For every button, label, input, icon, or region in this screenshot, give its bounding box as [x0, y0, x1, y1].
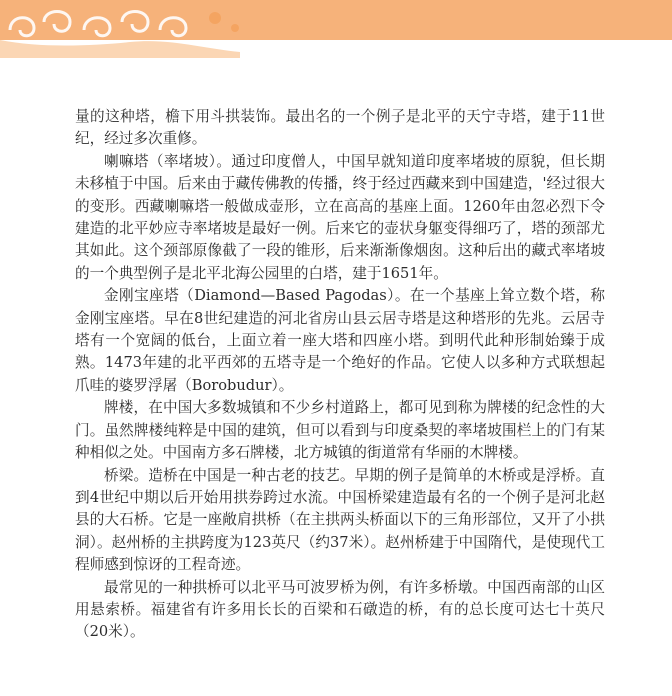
text-line: 臻于成熟。1473年建的北平西郊的五塔寺是一个绝好的作品。它使人以多种方: [75, 332, 605, 372]
text-line: 上的门有某种相似之处。中国南方多石牌楼，北方城镇的街道常有华丽的木: [75, 421, 605, 462]
ornament-band: [0, 0, 672, 40]
paragraph: [75, 106, 605, 151]
body-text: [75, 106, 605, 644]
text-line: 长期未移植于中国。后来由于藏传佛教的传播，终于经过西藏来到中国建造，: [75, 152, 605, 193]
cloud-pattern-icon: [0, 0, 672, 58]
text-line: 种后出的藏式率堵坡的一个典型例子是北平北海公园里的白塔，建于1651年。: [75, 242, 605, 282]
text-line: 的大门。虽然牌楼纯粹是中国的建筑，但可以看到与印度桑契的率堵坡围栏: [75, 399, 605, 439]
text-line: 忽必烈下令建造的北平妙应寺率堵坡是最好一例。后来它的壶状身躯变得细巧: [75, 197, 605, 238]
paragraph: [75, 397, 605, 464]
paragraph: [75, 577, 605, 644]
paragraph: [75, 285, 605, 397]
text-line: 桥梁。造桥在中国是一种古老的技艺。早期的例子是简单的木桥或是浮: [104, 466, 561, 484]
text-line: 牌楼。: [483, 444, 528, 462]
text-line: 牌楼，在中国大多数城镇和不少乡村道路上，都可见到称为牌楼的纪念性: [104, 399, 576, 417]
text-line: 桥。直到4世纪中期以后开始用拱券跨过水流。中国桥梁建造最有名的一个例: [75, 466, 605, 506]
text-line: 喇嘛塔（率堵坡）。通过印度僧人，中国早就知道印度率堵坡的原貌，但: [104, 152, 576, 170]
text-line: 最常见的一种拱桥可以北平马可波罗桥为例，有许多桥墩。中国西南部的: [104, 578, 576, 596]
text-line: 山区用悬索桥。福建省有许多用长长的百梁和石礅造的桥，有的总长度可达七十: [75, 578, 605, 618]
text-line: 子是河北赵县的大石桥。它是一座敞肩拱桥（在主拱两头桥面以下的三角形部: [75, 488, 605, 529]
text-line: 金刚宝座塔。早在8世纪建造的河北省房山县云居寺塔是这种塔形的先兆。云: [75, 309, 576, 327]
text-line: 金刚宝座塔（Diamond—Based Pagodas）。在一个基座上耸立数个塔，称: [104, 287, 605, 305]
header-cloud-ornament: [0, 0, 672, 58]
text-line: 式联想起爪哇的婆罗浮屠（Borobudur）。: [75, 354, 605, 394]
text-line: 了，塔的颈部尤其如此。这个颈部原像截了一段的锥形，后来渐渐像烟囱。这: [75, 220, 605, 260]
text-line: 世纪，经过多次重修。: [75, 108, 605, 148]
text-line: 位，又开了小拱洞）。赵州桥的主拱跨度为123英尺（约37米）。赵州桥建于: [75, 511, 605, 551]
text-line: '经过很大的变形。西藏喇嘛塔一般做成壶形，立在高高的基座上面。1260年由: [75, 175, 605, 215]
text-line: 中国隋代，是使现代工程师感到惊讶的工程奇迹。: [75, 533, 605, 574]
text-line: 居寺塔有一个宽阔的低台，上面立着一座大塔和四座小塔。到明代此种形制始: [75, 309, 605, 350]
paragraph: [75, 151, 605, 285]
ornament-wave: [0, 40, 240, 58]
paragraph: [75, 465, 605, 577]
text-line: 英尺（20米）。: [75, 600, 605, 641]
text-line: 量的这种塔，檐下用斗拱装饰。最出名的一个例子是北平的天宁寺塔，建于11: [75, 108, 590, 125]
